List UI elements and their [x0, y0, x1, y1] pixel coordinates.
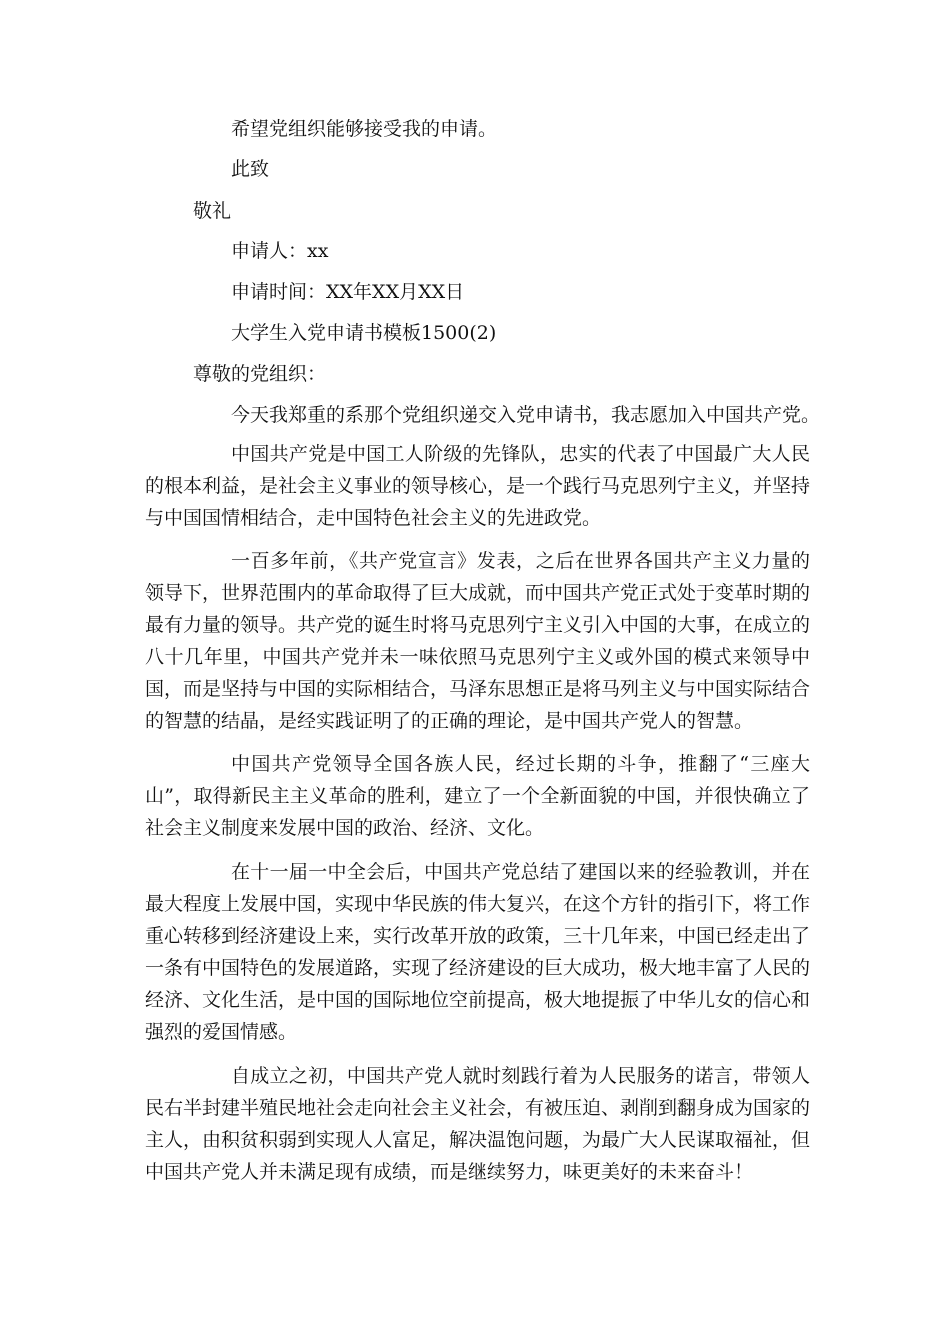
body-paragraph-1: 今天我郑重的系那个党组织递交入党申请书，我志愿加入中国共产党。 — [231, 404, 821, 426]
closing-applicant: 申请人：xx — [231, 240, 329, 262]
body-paragraph-3: 一百多年前，《共产党宣言》发表，之后在世界各国共产主义力量的领导下，世界范围内的革命取得了巨大成就，而中国共产党正式处于变革时期的最有力量的领导。共产党的诞生时将马克思列宁主义引入中国的大事，在成立的八十几年里，中国共产党并未一味依照马克思列宁主义或外国的模式来领导中国，而是坚持与中国的实际相结合，马泽东思想正是将马列主义与中国实际结合的智慧的结晶，是经实践证明了的正确的理论，是中国共产党人的智慧。 — [145, 550, 811, 732]
section-title: 大学生入党申请书模板1500(2) — [231, 322, 497, 344]
salutation: 尊敬的党组织： — [193, 363, 327, 385]
body-paragraph-5: 在十一届一中全会后，中国共产党总结了建国以来的经验教训，并在最大程度上发展中国，实现中华民族的伟大复兴，在这个方针的指引下，将工作重心转移到经济建设上来，实行改革开放的政策，三十几年来，中国已经走出了一条有中国特色的发展道路，实现了经济建设的巨大成功，极大地丰富了人民的经济、文化生活，是中国的国际地位空前提高，极大地提振了中华儿女的信心和强烈的爱国情感。 — [145, 861, 811, 1043]
closing-date: 申请时间：XX年XX月XX日 — [231, 281, 465, 303]
closing-hope: 希望党组织能够接受我的申请。 — [231, 118, 498, 140]
body-paragraph-6: 自成立之初，中国共产党人就时刻践行着为人民服务的诺言，带领人民右半封建半殖民地社会走向社会主义社会，有被压迫、剥削到翻身成为国家的主人，由积贫积弱到实现人人富足，解决温饱问题，为最广大人民谋取福祉，但中国共产党人并未满足现有成绩，而是继续努力，味更美好的未来奋斗！ — [145, 1065, 811, 1183]
body-paragraph-2: 中国共产党是中国工人阶级的先锋队，忠实的代表了中国最广大人民的根本利益，是社会主义事业的领导核心，是一个践行马克思列宁主义，并坚持与中国国情相结合，走中国特色社会主义的先进政党。 — [145, 443, 811, 529]
body-paragraph-4: 中国共产党领导全国各族人民，经过长期的斗争，推翻了“三座大山”，取得新民主主义革命的胜利，建立了一个全新面貌的中国，并很快确立了社会主义制度来发展中国的政治、经济、文化。 — [145, 753, 810, 839]
closing-ci-zhi: 此致 — [231, 158, 270, 180]
closing-jing-li: 敬礼 — [193, 200, 232, 222]
